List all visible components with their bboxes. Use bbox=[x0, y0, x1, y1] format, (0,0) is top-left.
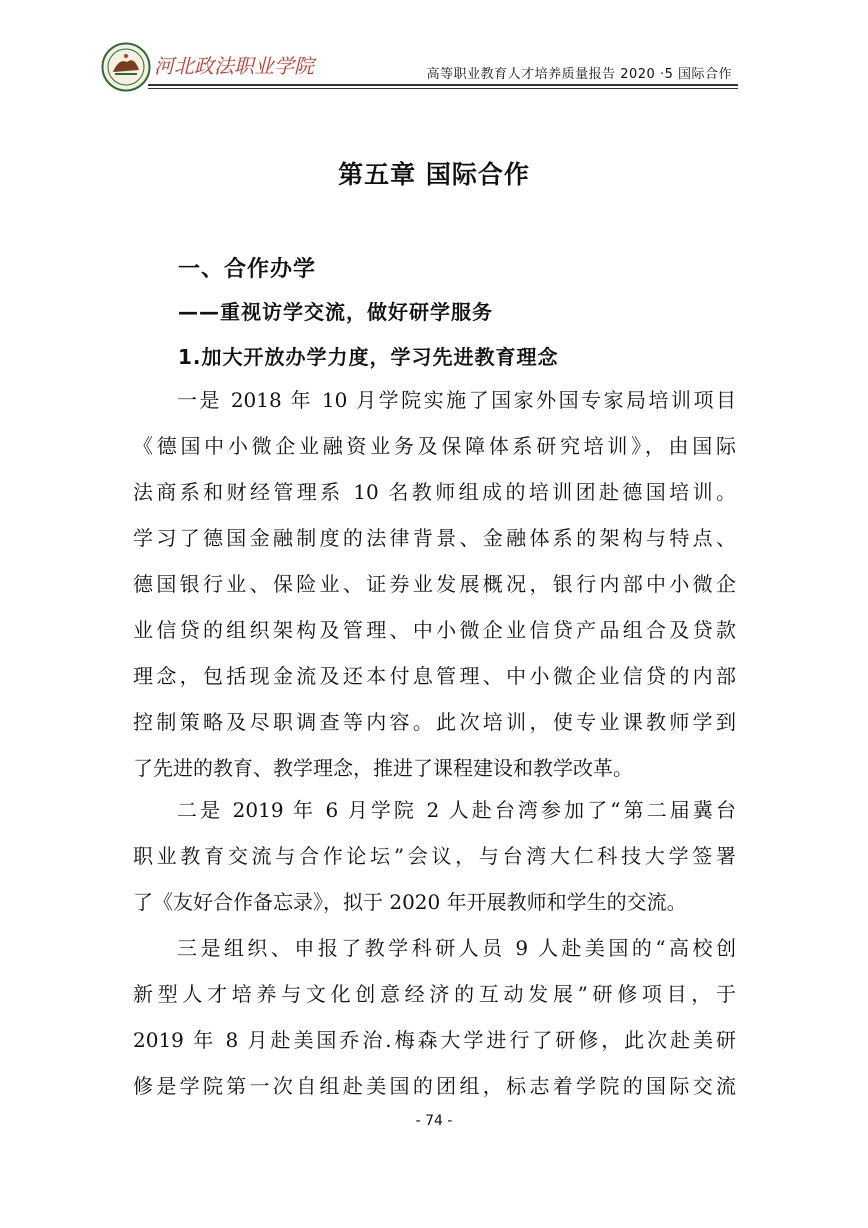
running-title: 高等职业教育人才培养质量报告 2020 ·5 国际合作 bbox=[426, 67, 732, 82]
paragraph-line: 学习了德国金融制度的法律背景、金融体系的架构与特点、 bbox=[133, 526, 736, 550]
paragraph-line: 修是学院第一次自组赴美国的团组，标志着学院的国际交流 bbox=[133, 1074, 736, 1098]
page-number: - 74 - bbox=[415, 1113, 453, 1129]
paragraph-line: 职业教育交流与合作论坛”会议，与台湾大仁科技大学签署 bbox=[133, 844, 736, 868]
paragraph-line: 《德国中小微企业融资业务及保障体系研究培训》，由国际 bbox=[133, 434, 736, 458]
header-rule bbox=[148, 84, 738, 86]
paragraph-line: 法商系和财经管理系 10 名教师组成的培训团赴德国培训。 bbox=[133, 480, 736, 504]
brand-calligraphy-logo bbox=[154, 49, 314, 81]
paragraph-line: 新型人才培养与文化创意经济的互动发展”研修项目，于 bbox=[133, 982, 736, 1006]
paragraph-line: 了《友好合作备忘录》，拟于 2020 年开展教师和学生的交流。 bbox=[133, 890, 687, 914]
paragraph-line: 一是 2018 年 10 月学院实施了国家外国专家局培训项目 bbox=[177, 388, 736, 412]
paragraph-line: 了先进的教育、教学理念，推进了课程建设和教学改革。 bbox=[133, 756, 633, 780]
subsection-title: 1.加大开放办学力度，学习先进教育理念 bbox=[178, 345, 559, 369]
paragraph-3 bbox=[133, 925, 736, 1109]
paragraph-line: 业信贷的组织架构及管理、中小微企业信贷产品组合及贷款 bbox=[133, 618, 736, 642]
svg-text:河北政法职业学院: 河北政法职业学院 bbox=[154, 54, 314, 78]
paragraph-1 bbox=[133, 377, 736, 791]
paragraph-line: 二是 2019 年 6 月学院 2 人赴台湾参加了“第二届冀台 bbox=[177, 798, 736, 822]
paragraph-line: 2019 年 8 月赴美国乔治.梅森大学进行了研修，此次赴美研 bbox=[133, 1028, 736, 1052]
paragraph-2 bbox=[133, 787, 736, 925]
paragraph-line: 德国银行业、保险业、证券业发展概况，银行内部中小微企 bbox=[133, 572, 736, 596]
page-header bbox=[0, 0, 868, 100]
section-subtitle: ——重视访学交流，做好研学服务 bbox=[178, 300, 493, 324]
college-seal-icon bbox=[101, 42, 151, 92]
section-title: 一、合作办学 bbox=[178, 257, 317, 282]
paragraph-line: 三是组织、申报了教学科研人员 9 人赴美国的“高校创 bbox=[177, 936, 736, 960]
header-rule-thin bbox=[148, 88, 738, 89]
paragraph-line: 理念，包括现金流及还本付息管理、中小微企业信贷的内部 bbox=[133, 664, 736, 688]
paragraph-line: 控制策略及尽职调查等内容。此次培训，使专业课教师学到 bbox=[133, 710, 736, 734]
chapter-title: 第五章 国际合作 bbox=[338, 160, 530, 189]
